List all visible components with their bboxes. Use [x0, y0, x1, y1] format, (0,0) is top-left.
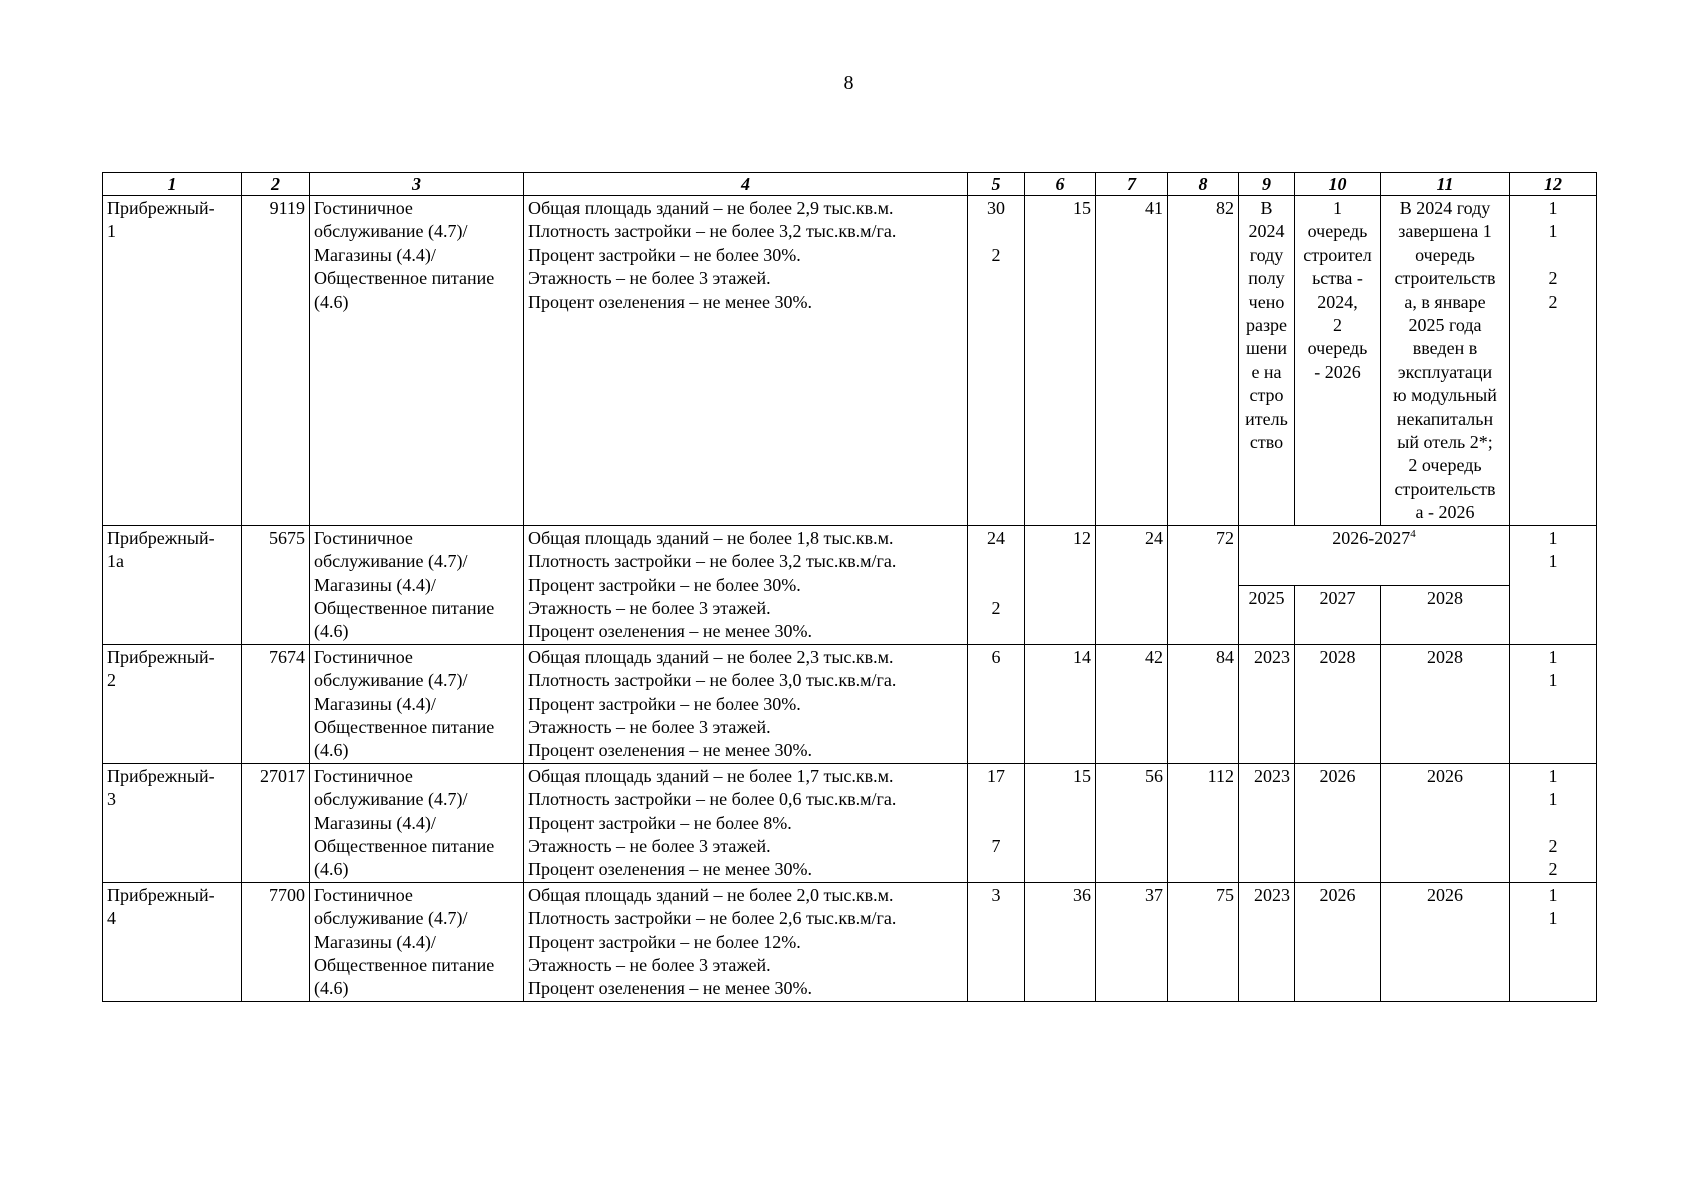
- plot-name: Прибрежный- 1: [103, 196, 242, 526]
- plot-name: Прибрежный- 4: [103, 882, 242, 1001]
- table-row: [103, 644, 1597, 763]
- cell-col8: 112: [1168, 763, 1239, 882]
- cell-col8: 75: [1168, 882, 1239, 1001]
- column-header: 12: [1510, 173, 1597, 196]
- column-header: 11: [1381, 173, 1510, 196]
- plot-area: 5675: [242, 525, 310, 644]
- merged-period-cell: [1239, 525, 1510, 586]
- cell-col6: 15: [1025, 196, 1096, 526]
- plot-name: Прибрежный- 2: [103, 644, 242, 763]
- table-row: [103, 882, 1597, 1001]
- parameters: Общая площадь зданий – не более 2,3 тыс.кв.м. Плотность застройки – не более 3,0 тыс.кв.м/га. Процент застройки – не более 30%. Этажность – не более 3 этажей. Процент озеленения – не менее 30%.: [524, 644, 968, 763]
- plot-name: Прибрежный- 3: [103, 763, 242, 882]
- cell-col12: 1 1: [1510, 644, 1597, 763]
- cell-col5: 6: [968, 644, 1025, 763]
- column-header: 7: [1096, 173, 1168, 196]
- permitted-use: Гостиничное обслуживание (4.7)/ Магазины (4.4)/ Общественное питание (4.6): [310, 196, 524, 526]
- permitted-use: Гостиничное обслуживание (4.7)/ Магазины (4.4)/ Общественное питание (4.6): [310, 525, 524, 644]
- column-header: 1: [103, 173, 242, 196]
- plot-area: 9119: [242, 196, 310, 526]
- column-header: 2: [242, 173, 310, 196]
- header-row: [103, 173, 1597, 196]
- table-row: [103, 763, 1597, 882]
- cell-col5: 24 2: [968, 525, 1025, 644]
- column-header: 6: [1025, 173, 1096, 196]
- cell-col7: 56: [1096, 763, 1168, 882]
- permitted-use: Гостиничное обслуживание (4.7)/ Магазины (4.4)/ Общественное питание (4.6): [310, 763, 524, 882]
- column-header: 9: [1239, 173, 1295, 196]
- cell-col10: 2027: [1295, 586, 1381, 645]
- cell-col5: 17 7: [968, 763, 1025, 882]
- cell-col9: 2023: [1239, 644, 1295, 763]
- table-row: [103, 525, 1597, 586]
- cell-col8: 84: [1168, 644, 1239, 763]
- column-header: 5: [968, 173, 1025, 196]
- merged-period: 2026-2027: [1332, 527, 1411, 548]
- parameters: Общая площадь зданий – не более 2,0 тыс.кв.м. Плотность застройки – не более 2,6 тыс.кв.м/га. Процент застройки – не более 12%. Этажность – не более 3 этажей. Процент озеленения – не менее 30%.: [524, 882, 968, 1001]
- cell-col6: 15: [1025, 763, 1096, 882]
- cell-col11: В 2024 году завершена 1 очередь строительств а, в январе 2025 года введен в эксплуатаци ю модульный некапитальн ый отель 2*; 2 очередь строительств а - 2026: [1381, 196, 1510, 526]
- cell-col9: 2023: [1239, 882, 1295, 1001]
- cell-col5: 30 2: [968, 196, 1025, 526]
- permitted-use: Гостиничное обслуживание (4.7)/ Магазины (4.4)/ Общественное питание (4.6): [310, 644, 524, 763]
- column-header: 3: [310, 173, 524, 196]
- cell-col6: 36: [1025, 882, 1096, 1001]
- table-row: [103, 196, 1597, 526]
- cell-col7: 41: [1096, 196, 1168, 526]
- cell-col11: 2028: [1381, 644, 1510, 763]
- cell-col12: 1 1: [1510, 882, 1597, 1001]
- cell-col10: 1 очередь строител ьства - 2024, 2 очередь - 2026: [1295, 196, 1381, 526]
- column-header: 10: [1295, 173, 1381, 196]
- cell-col12: 1 1 2 2: [1510, 763, 1597, 882]
- cell-col9: 2023: [1239, 763, 1295, 882]
- plot-area: 7674: [242, 644, 310, 763]
- zoning-table: [102, 172, 1597, 1002]
- cell-col11: 2026: [1381, 882, 1510, 1001]
- cell-col7: 37: [1096, 882, 1168, 1001]
- cell-col7: 42: [1096, 644, 1168, 763]
- cell-col9: В 2024 году полу чено разре шени е на стро итель ство: [1239, 196, 1295, 526]
- cell-col12: 1 1: [1510, 525, 1597, 644]
- cell-col12: 1 1 2 2: [1510, 196, 1597, 526]
- parameters: Общая площадь зданий – не более 2,9 тыс.кв.м. Плотность застройки – не более 3,2 тыс.кв.м/га. Процент застройки – не более 30%. Этажность – не более 3 этажей. Процент озеленения – не менее 30%.: [524, 196, 968, 526]
- cell-col9: 2025: [1239, 586, 1295, 645]
- cell-col10: 2028: [1295, 644, 1381, 763]
- column-header: 8: [1168, 173, 1239, 196]
- plot-area: 27017: [242, 763, 310, 882]
- cell-col5: 3: [968, 882, 1025, 1001]
- parameters: Общая площадь зданий – не более 1,8 тыс.кв.м. Плотность застройки – не более 3,2 тыс.кв.м/га. Процент застройки – не более 30%. Этажность – не более 3 этажей. Процент озеленения – не менее 30%.: [524, 525, 968, 644]
- footnote-marker: 4: [1410, 527, 1416, 540]
- page-number: 8: [843, 72, 854, 94]
- cell-col8: 82: [1168, 196, 1239, 526]
- cell-col10: 2026: [1295, 763, 1381, 882]
- parameters: Общая площадь зданий – не более 1,7 тыс.кв.м. Плотность застройки – не более 0,6 тыс.кв.м/га. Процент застройки – не более 8%. Этажность – не более 3 этажей. Процент озеленения – не менее 30%.: [524, 763, 968, 882]
- cell-col10: 2026: [1295, 882, 1381, 1001]
- cell-col11: 2026: [1381, 763, 1510, 882]
- cell-col11: 2028: [1381, 586, 1510, 645]
- plot-area: 7700: [242, 882, 310, 1001]
- column-header: 4: [524, 173, 968, 196]
- cell-col6: 12: [1025, 525, 1096, 644]
- permitted-use: Гостиничное обслуживание (4.7)/ Магазины (4.4)/ Общественное питание (4.6): [310, 882, 524, 1001]
- cell-col6: 14: [1025, 644, 1096, 763]
- cell-col8: 72: [1168, 525, 1239, 644]
- plot-name: Прибрежный- 1а: [103, 525, 242, 644]
- cell-col7: 24: [1096, 525, 1168, 644]
